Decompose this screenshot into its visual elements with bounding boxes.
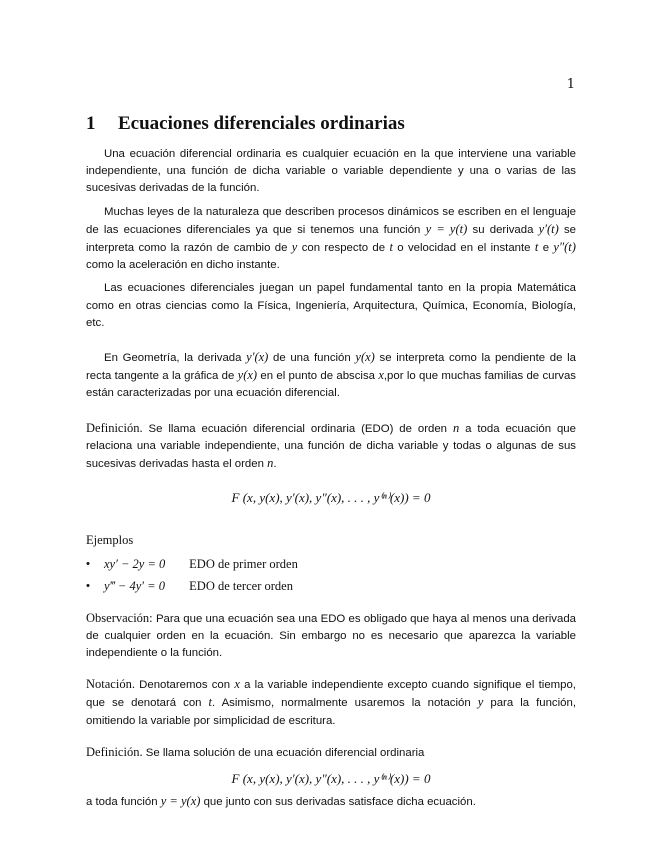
equation-solution: F (x, y(x), y′(x), y″(x), . . . , y⁽ⁿ⁾(x)) = 0 [231, 771, 431, 787]
bullet-icon: • [86, 579, 90, 592]
observation: Observación: Para que una ecuación sea una EDO es obligado que haya al menos una derivada de cualquier orden en la ecuación. Sin embargo no es necesario que aparezca la variable independiente o la función. [86, 610, 576, 660]
final-sentence: a toda función y = y(x) que junto con sus derivadas satisface dicha ecuación. [86, 794, 476, 809]
definition-label: Definición. [86, 420, 143, 435]
example-text: EDO de tercer orden [189, 578, 293, 593]
example-formula: xy′ − 2y = 0 [104, 556, 166, 571]
section-number: 1 [86, 113, 96, 134]
paragraph-intro: Una ecuación diferencial ordinaria es cualquier ecuación en la que interviene una variable independiente, una función de dicha variable o variable dependiente y una o varias de las sucesivas derivadas de la función. [86, 148, 576, 195]
page-number: 1 [566, 77, 575, 92]
examples-label: Ejemplos [86, 533, 134, 548]
paragraph-geometry: En Geometría, la derivada y′(x) de una función y(x) se interpreta como la pendiente de la recta tangente a la gráfica de y(x) en el punto de abscisa x,por lo que muchas familias de curvas están caracterizadas por una ecuación diferencial. [86, 350, 577, 400]
equation-general: F (x, y(x), y′(x), y″(x), . . . , y⁽ⁿ⁾(x)) = 0 [231, 490, 431, 506]
bullet-icon: • [86, 557, 90, 570]
list-item [86, 556, 576, 578]
examples-list [86, 556, 576, 600]
example-text: EDO de primer orden [189, 556, 298, 571]
section-title: Ecuaciones diferenciales ordinarias [118, 113, 405, 134]
definition-label: Definición. [86, 744, 143, 759]
example-formula: y‴ − 4y′ = 0 [104, 578, 165, 593]
paragraph-laws: Muchas leyes de la naturaleza que describen procesos dinámicos se escriben en el lenguaje de las ecuaciones diferenciales ya que si tenemos una función y = y(t) su derivada y′(t) se interpreta como la razón de cambio de y con respecto de t o velocidad en el instante t e y″(t) como la aceleración en dicho instante. [86, 205, 576, 272]
notation: Notación. Denotaremos con x a la variable independiente excepto cuando signifique el tiempo, que se denotará con t. Asimismo, normalmente usaremos la notación y para la función, omitiendo la variable por simplicidad de escritura. [86, 677, 576, 727]
list-item [86, 578, 576, 600]
body-text [86, 146, 576, 811]
definition-edo: Definición. Se llama ecuación diferencial ordinaria (EDO) de orden n a toda ecuación que relaciona una variable independiente, una función de dicha variable y todas o algunas de sus sucesivas derivadas hasta el orden n. [86, 420, 576, 471]
paragraph-sciences: Las ecuaciones diferenciales juegan un papel fundamental tanto en la propia Matemática como en otras ciencias como la Física, Ingeniería, Arquitectura, Química, Economía, Biología, etc. [86, 282, 576, 329]
notation-label: Notación. [86, 677, 135, 692]
definition-solution: Definición. Se llama solución de una ecuación diferencial ordinaria [86, 744, 425, 759]
observation-label: Observación: [86, 610, 153, 625]
section-heading [86, 113, 405, 135]
